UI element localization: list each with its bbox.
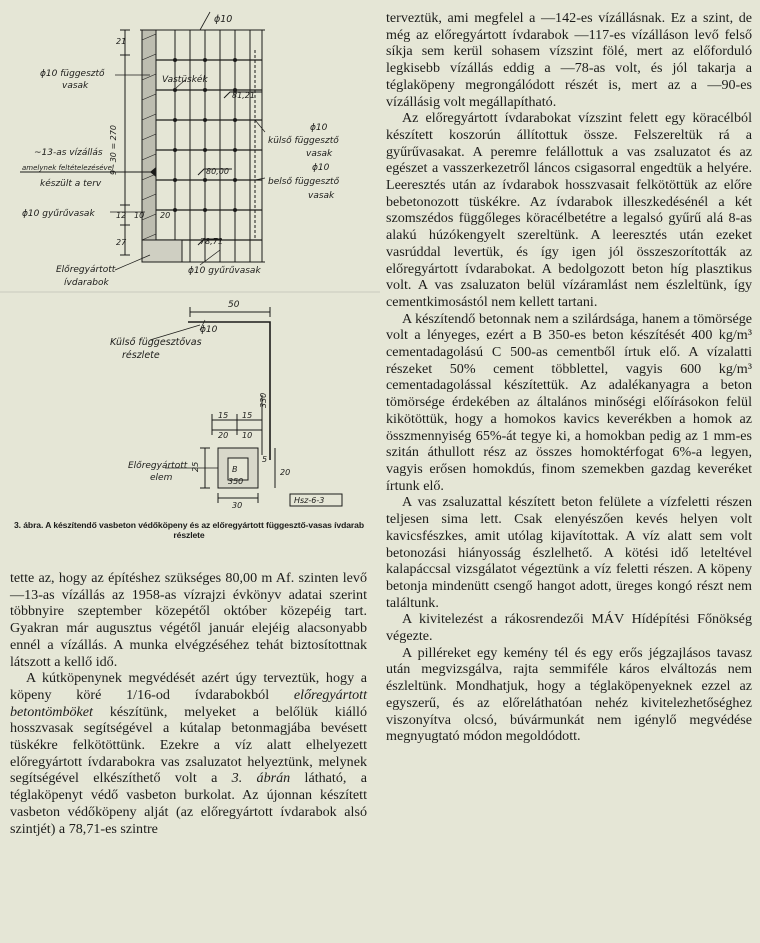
detail-350: 350: [228, 477, 244, 486]
detail-dim-50: 50: [228, 300, 240, 310]
detail-phi10: ϕ10: [200, 325, 218, 335]
detail-dim-25: 25: [191, 461, 200, 472]
reinforcement-detail-figure: [0, 0, 380, 520]
detail-dim-20c: 20: [280, 468, 291, 477]
detail-elem-1: Előregyártott: [128, 461, 188, 471]
label-belso-2: belső függesztő: [268, 177, 340, 187]
dim-21: 21: [116, 37, 127, 46]
label-elev-80: 80,00: [206, 167, 229, 176]
detail-dim-30: 30: [232, 501, 243, 510]
label-kulso-2: külső függesztő: [268, 136, 339, 146]
detail-dim-20b: 10: [242, 431, 253, 440]
right-paragraph-4: A vas zsaluzattal készített beton felülete a vízfeletti részen teljesen sima lett. Csak elenyészően kevés helyen volt kavicsfészkes, amit utólag kijavítottak. A víz alatt sem volt betonozási hiányosság észlelhető. A kötési idő leteltével kalapáccsal vizsgálatot végeztünk a víz feletti részen. A köpeny betonja mindenütt csengő hangot adott, üreges kongó részt nem találtunk.: [386, 494, 752, 611]
detail-dim-15b: 15: [242, 411, 253, 420]
detail-dim-15a: 15: [218, 411, 229, 420]
label-vastuskek: Vastüskék: [162, 75, 208, 85]
label-elev-78: 78,71: [200, 237, 223, 246]
label-fuggeszto-1: ϕ10 függesztő: [40, 69, 105, 79]
left-paragraph-2: [10, 670, 367, 837]
dim-10: 10: [134, 211, 145, 220]
right-paragraph-5: A kivitelezést a rákosrendezői MÁV Hídépítési Főnökség végezte.: [386, 611, 752, 645]
label-vizallas-2: amelynek feltételezésével: [22, 164, 114, 172]
left-column: [10, 570, 367, 837]
label-elev-81: 81,21: [232, 91, 255, 100]
label-gyuru-left: ϕ10 gyűrűvasak: [22, 209, 95, 219]
detail-code: Hsz-6-3: [294, 496, 325, 505]
detail-title-1: Külső függesztővas: [110, 337, 202, 348]
label-eloregy-1: Előregyártott: [56, 265, 116, 275]
left-p2-figure-ref: 3. ábrán: [231, 770, 291, 787]
figure-caption: 3. ábra. A készítendő vasbeton védőköpeny és az előregyártott függesztő-vasas ívdarab részlete: [13, 520, 364, 540]
detail-title-2: részlete: [122, 350, 160, 361]
detail-B: B: [232, 465, 238, 474]
detail-dim-20a: 20: [218, 431, 229, 440]
label-fuggeszto-2: vasak: [62, 81, 89, 91]
detail-dim-330: 330: [259, 392, 268, 408]
label-kulso-1: ϕ10: [310, 123, 328, 133]
dim-9x30: 9 · 30 = 270: [109, 125, 118, 175]
detail-dim-5: 5: [262, 455, 268, 464]
left-p2-text-a: A kútköpenynek megvédését azért úgy terveztük, hogy a köpeny köré 1/16-od ívdarabokból: [10, 670, 367, 703]
label-vizallas-3: készült a terv: [40, 179, 102, 189]
label-belso-3: vasak: [308, 191, 335, 201]
right-paragraph-6: A pilléreket egy kemény tél és egy erős jégzajlásos tavasz után megvizsgálva, rajta semmiféle káros elváltozás nem észleltünk. Mondhatjuk, hogy a téglaköpenyeknek ezzel az egyszerű, és az előreláthatóan nehéz kivitelezhetőséghez viszonyítva olcsó, búvármunkát nem igénylő megvédése megnyugtató módon megoldódott.: [386, 644, 752, 745]
left-p2-text-c: látható, a téglaköpenyt védő vasbeton burkolat. Az újonnan készített vasbeton védőköpeny alját (az előregyártott ívdarabok alsó szintjét) a 78,71-es szintre: [10, 770, 367, 837]
dim-27: 27: [116, 238, 127, 247]
right-column: [386, 10, 752, 745]
label-gyuru-bottom: ϕ10 gyűrűvasak: [188, 266, 261, 276]
right-paragraph-1: terveztük, ami megfelel a —142-es vízállásnak. Ez a szint, de még az előregyártott ívdarabok —117-es vízálláson levő felső síkja sem kerül sohasem vízszint fölé, mert az előforduló legkisebb vízállás eddig a —78-as volt, és jól takarja a téglaköpeny megrongálódott részét is, mert az a —90-es vízállásig volt megállapítható.: [386, 10, 752, 110]
dim-12: 12: [116, 211, 127, 220]
dim-20: 20: [160, 211, 171, 220]
label-kulso-3: vasak: [306, 149, 333, 159]
detail-elem-2: elem: [150, 473, 173, 483]
right-paragraph-3: A készítendő betonnak nem a szilárdsága, hanem a tömörsége volt a lényeges, ezért a B 350-es beton készítését 400 kg/m³ cementadagolású C 500-as cementből írtuk elő. A vízalatti részeket 50% cement többlettel, vagyis 600 kg/m³ cementadagolással készítettük. Az adalékanyagra a beton tömörsége érdekében az általános minőségi előírásokon felül kikötöttük, hogy a homokos kavics keverékben a homok az összmennyiség 65%-át tegye ki, a homokban pedig az 1 mm-es szitán áthullott rész az összes homoktérfogat 6%-a legyen, vagyis erősen homokdús, finom szemekben gazdag keveréket írtunk elő.: [386, 310, 752, 494]
label-belso-1: ϕ10: [312, 163, 330, 173]
left-paragraph-1: tette az, hogy az építéshez szükséges 80,00 m Af. szinten levő —13-as vízállás az 1958-as vízrajzi évkönyv adatai szerint többnyire szeptember közepétől október közepéig tart. Gyakran már augusztus végétől január elejéig alacsonyabb ennél a vízállás. A munka elvégzéséhez tehát biztosítottnak látszott a kellő idő.: [10, 570, 367, 670]
label-vizallas-1: ~13-as vízállás: [34, 148, 103, 158]
right-paragraph-2: Az előregyártott ívdarabokat vízszint felett egy köracélból készített koszorún állítottuk össze. Felszereltük rá a gyűrűvasakat. A peremre felállottuk a vas zsaluzatot és az egészet a vasszerkezetről láncos csigasorral engedtük a helyére. Leeresztés után az ívdarabok hosszvasait felkötöttük az előre bebetonozott tüskékre. Az ívdarabok illeszkedésénél a két szomszédos függőleges köracélbetétre a legalsó gyűrű alá 8-as alakú húzókengyelt szereltünk. A leeresztés után ezeket vasrúddal levertük, és így igen jól összeszorították az előregyártott ívdarabokat. A bedolgozott beton híg plasztikus volt. A vas zsaluzaton belül vízáramlást nem észleltünk, így cementkimosástól nem kellett tartani.: [386, 110, 752, 310]
left-p2-emphasis: előregyártott betontömböket: [10, 686, 367, 720]
label-eloregy-2: ívdarabok: [64, 278, 109, 288]
label-phi10-top: ϕ10: [214, 14, 233, 25]
left-p2-text-b: készítünk, melyeket a belőlük kiálló hosszvasak segítségével a kútalap betonmagjába bevésett tüskékre felkötöttünk. Ezekre a víz alatt elhelyezett előregyártott ívdarabokra vas zsaluzatot helyeztünk, melynek segítségével elkészíthető volt a: [10, 703, 367, 787]
